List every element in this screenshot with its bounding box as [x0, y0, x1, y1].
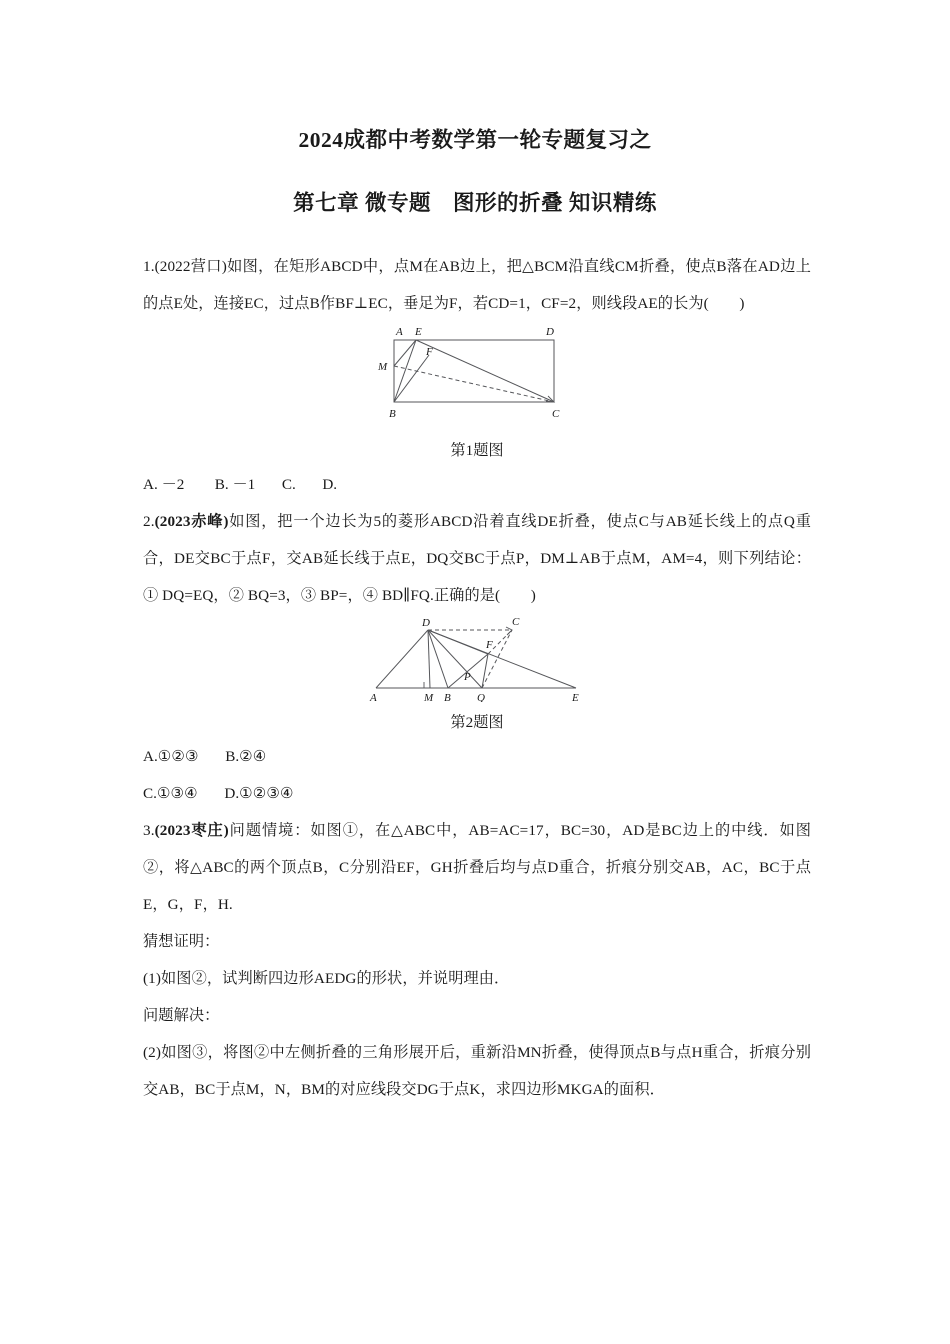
problem-2	[143, 503, 811, 812]
figure-2-label-C: C	[512, 616, 520, 628]
problem-1	[143, 248, 811, 503]
problem-2-choice-D-key: D.	[224, 785, 240, 802]
problem-2-source: (2023赤峰)	[154, 513, 229, 530]
figure-2-label-A: A	[370, 692, 377, 702]
problem-2-choice-A-key: A.	[143, 748, 158, 765]
problem-2-figure	[143, 614, 811, 738]
problem-1-figure-caption: 第1题图	[450, 442, 504, 459]
problem-2-choice-C-value: ①③④	[156, 785, 198, 802]
problem-1-choice-C[interactable]	[282, 466, 296, 503]
figure-2-label-D: D	[422, 617, 430, 629]
problem-1-source: (2022营口)	[154, 258, 227, 275]
figure-1-label-A: A	[396, 326, 403, 338]
problem-2-statement	[143, 503, 811, 614]
problem-3-source: (2023枣庄)	[154, 822, 229, 839]
problem-1-choice-A[interactable]	[143, 466, 184, 503]
problem-1-number: 1.	[143, 258, 155, 275]
figure-2-label-F: F	[486, 639, 493, 651]
problem-3-number: 3.	[143, 822, 155, 839]
problem-1-choice-B[interactable]	[215, 466, 256, 503]
problem-1-body: 如图，在矩形ABCD中，点M在AB边上，把△BCM沿直线CM折叠，使点B落在AD边上的点E处，连接EC，过点B作BF⊥EC，垂足为F，若CD=1，CF=2，则线段AE的长为( )	[143, 258, 811, 312]
problem-1-choice-A-key: A.	[143, 476, 158, 493]
figure-2-label-Q: Q	[477, 692, 485, 702]
figure-1-label-D: D	[546, 326, 554, 338]
figure-2-label-B: B	[444, 692, 451, 702]
problem-3-section-1-text: (1)如图②，试判断四边形AEDG的形状，并说明理由．	[143, 970, 510, 987]
problem-1-choice-A-value: －2	[161, 476, 185, 493]
figure-1-label-F: F	[426, 346, 433, 358]
figure-1-label-E: E	[415, 326, 422, 338]
figure-1-label-C: C	[552, 408, 560, 420]
problem-3-section-2-text: (2)如图③，将图②中左侧折叠的三角形展开后，重新沿MN折叠，使得顶点B与点H重合，折痕分别交AB，BC于点M，N，BM的对应线段交DG于点K，求四边形MKGA的面积．	[143, 1044, 811, 1098]
problem-2-number: 2.	[143, 513, 155, 530]
figure-2-label-M: M	[424, 692, 434, 702]
figure-2-label-P: P	[464, 671, 471, 683]
problem-2-choice-A[interactable]	[143, 738, 199, 775]
figure-2-label-E: E	[572, 692, 579, 702]
problem-2-choice-D-value: ①②③④	[239, 785, 294, 802]
problem-1-choice-B-key: B.	[214, 476, 229, 493]
problem-1-choice-B-value: －1	[232, 476, 256, 493]
problem-2-choices-row-2	[143, 775, 811, 812]
problem-2-choice-C[interactable]	[143, 775, 198, 812]
problem-2-body: 如图，把一个边长为5的菱形ABCD沿着直线DE折叠，使点C与AB延长线上的点Q重合，DE交BC于点F，交AB延长线于点E，DQ交BC于点P，DM⊥AB于点M，AM=4，则下列结论：① DQ=EQ，② BQ=3，③ BP=，④ BD∥FQ.正确的是( )	[143, 513, 811, 604]
document-body	[143, 248, 811, 1108]
problem-3-statement	[143, 812, 811, 923]
problem-3	[143, 812, 811, 1108]
figure-1-label-M: M	[378, 361, 388, 373]
problem-2-figure-caption: 第2题图	[450, 714, 504, 731]
figure-1-diagram	[372, 322, 582, 422]
problem-2-choice-D[interactable]	[224, 775, 293, 812]
problem-1-choices	[143, 466, 811, 503]
title-line-2: 第七章 微专题 图形的折叠 知识精练	[293, 190, 657, 215]
problem-1-choice-D-key: D.	[322, 476, 338, 493]
title-line-1: 2024成都中考数学第一轮专题复习之	[298, 128, 652, 152]
problem-2-choice-A-value: ①②③	[157, 748, 199, 765]
document-title	[0, 128, 950, 217]
problem-3-body: 问题情境：如图①，在△ABC中，AB=AC=17，BC=30，AD是BC边上的中线．如图②，将△ABC的两个顶点B，C分别沿EF，GH折叠后均与点D重合，折痕分别交AB，AC，BC于点E，G，F，H.	[143, 822, 811, 913]
problem-1-statement	[143, 248, 811, 322]
problem-2-choice-B-value: ②④	[239, 748, 267, 765]
figure-2-diagram	[362, 614, 592, 702]
problem-1-figure	[143, 322, 811, 466]
problem-1-choice-D[interactable]	[322, 466, 337, 503]
problem-2-choice-C-key: C.	[143, 785, 157, 802]
figure-1-label-B: B	[389, 408, 396, 420]
problem-3-section-2-heading: 问题解决：	[143, 1007, 220, 1024]
problem-2-choice-B[interactable]	[225, 738, 266, 775]
problem-3-section-1-heading: 猜想证明：	[143, 933, 220, 950]
problem-2-choice-B-key: B.	[225, 748, 240, 765]
problem-1-choice-C-key: C.	[281, 476, 296, 493]
problem-2-choices-row-1	[143, 738, 811, 775]
